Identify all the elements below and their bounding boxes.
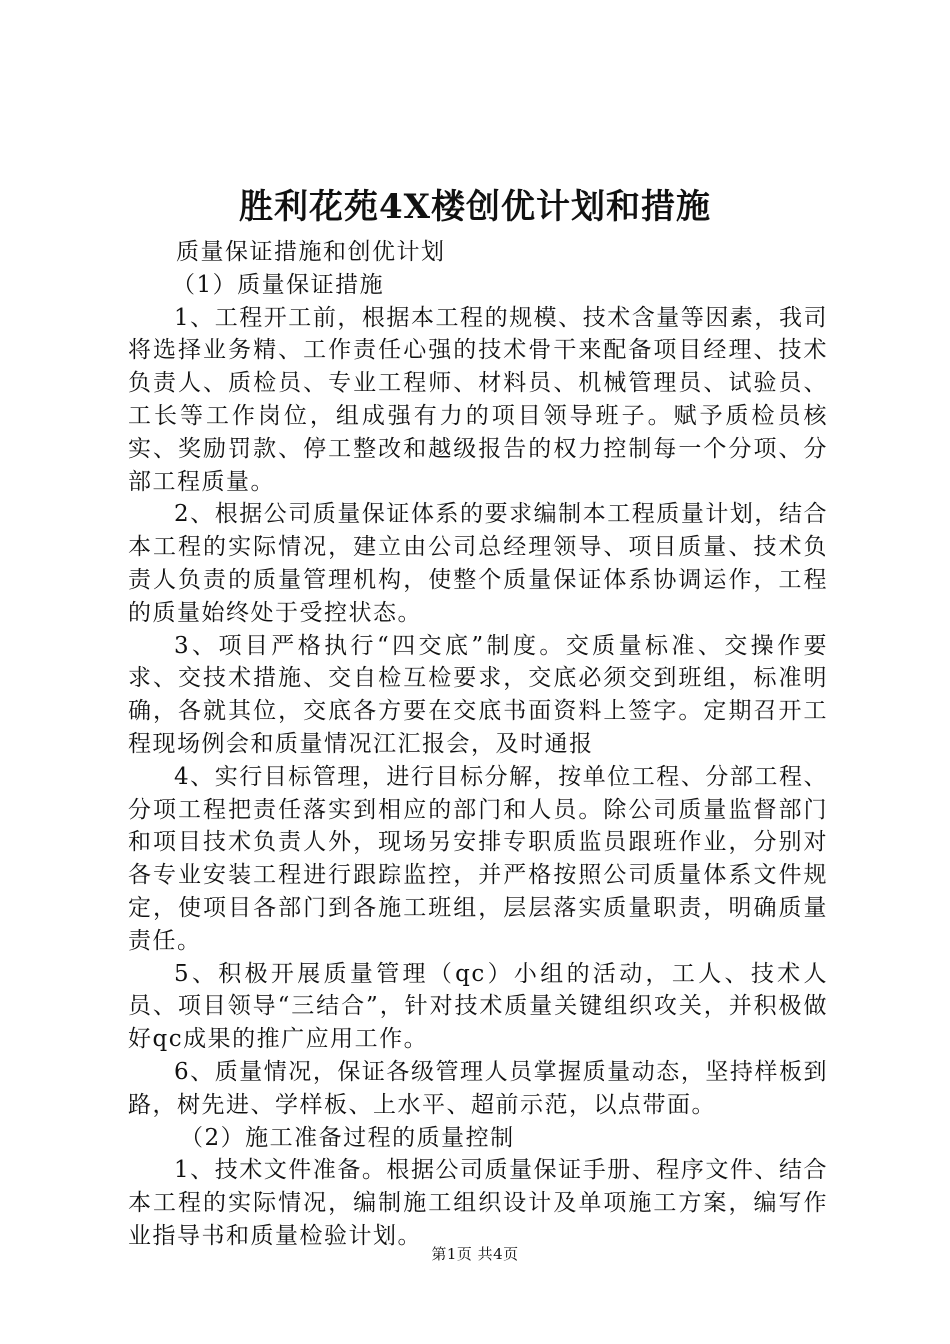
paragraph: 4、实行目标管理，进行目标分解，按单位工程、分部工程、分项工程把责任落实到相应的部门和人员。除公司质量监督部门和项目技术负责人外，现场另安排专职质监员跟班作业，分别对各专业安装工程进行跟踪监控，并严格按照公司质量体系文件规定，使项目各部门到各施工班组，层层落实质量职责，明确质量责任。 bbox=[128, 763, 828, 954]
subsection-heading: （1）质量保证措施 bbox=[172, 271, 385, 298]
document-title: 胜利花苑4X楼创优计划和措施 bbox=[238, 187, 712, 227]
page-footer: 第1页 共4页 bbox=[431, 1245, 519, 1263]
subsection-heading: （2）施工准备过程的质量控制 bbox=[180, 1124, 515, 1151]
paragraph: 1、技术文件准备。根据公司质量保证手册、程序文件、结合本工程的实际情况，编制施工组织设计及单项施工方案，编写作业指导书和质量检验计划。 bbox=[128, 1157, 828, 1249]
document-body bbox=[128, 236, 828, 1253]
paragraph: 2、根据公司质量保证体系的要求编制本工程质量计划，结合本工程的实际情况，建立由公司总经理领导、项目质量、技术负责人负责的质量管理机构，使整个质量保证体系协调运作，工程的质量始终处于受控状态。 bbox=[128, 501, 828, 626]
paragraph: 3、项目严格执行“四交底”制度。交质量标准、交操作要求、交技术措施、交自检互检要求，交底必须交到班组，标准明确，各就其位，交底各方要在交底书面资料上签字。定期召开工程现场例会和质量情况江汇报会，及时通报 bbox=[128, 632, 828, 757]
section-heading: 质量保证措施和创优计划 bbox=[176, 239, 446, 265]
paragraph: 6、质量情况，保证各级管理人员掌握质量动态，坚持样板到路，树先进、学样板、上水平、超前示范，以点带面。 bbox=[128, 1058, 828, 1118]
paragraph: 1、工程开工前，根据本工程的规模、技术含量等因素，我司将选择业务精、工作责任心强的技术骨干来配备项目经理、技术负责人、质检员、专业工程师、材料员、机械管理员、试验员、工长等工作岗位，组成强有力的项目领导班子。赋予质检员核实、奖励罚款、停工整改和越级报告的权力控制每一个分项、分部工程质量。 bbox=[128, 304, 828, 495]
paragraph: 5、积极开展质量管理（qc）小组的活动，工人、技术人员、项目领导“三结合”，针对技术质量关键组织攻关，并积极做好qc成果的推广应用工作。 bbox=[128, 960, 828, 1053]
